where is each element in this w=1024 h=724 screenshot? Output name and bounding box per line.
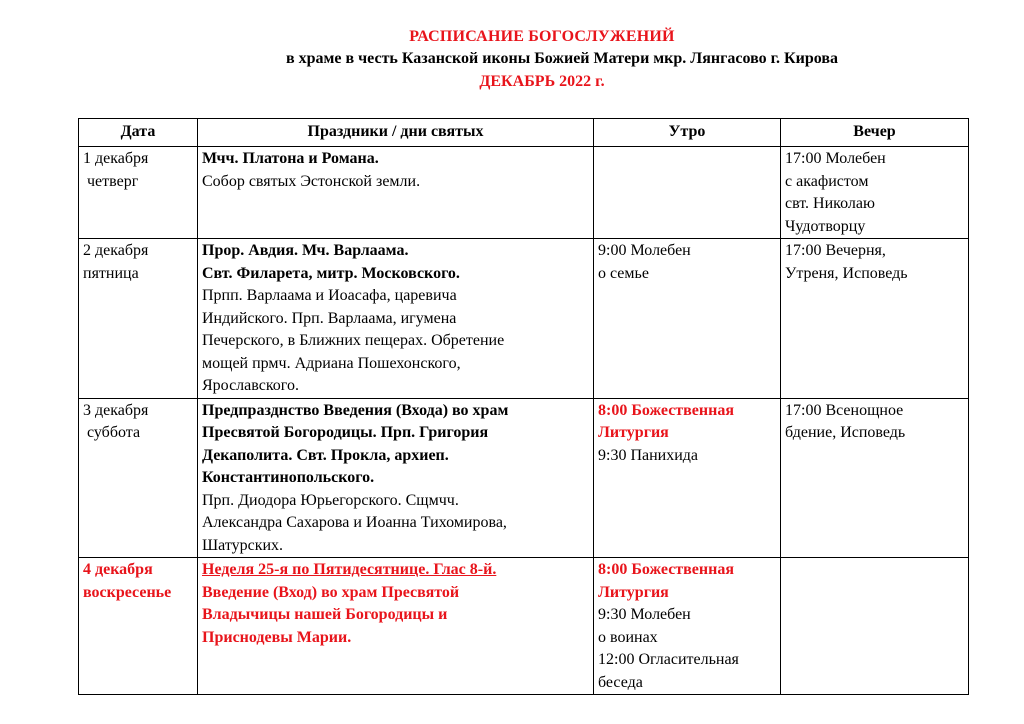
date: 3 декабря (83, 401, 149, 419)
feast-bold-line: Мчч. Платона и Романа. (202, 150, 379, 167)
feast-line: мощей прмч. Адриана Пошехонского, (202, 354, 461, 372)
evening-line: Утреня, Исповедь (785, 264, 908, 282)
feast-bold-line: Прор. Авдия. Мч. Варлаама. (202, 242, 409, 259)
feast-bold-line: Декаполита. Свт. Прокла, архиеп. (202, 446, 449, 464)
feast-line: Индийского. Прп. Варлаама, игумена (202, 309, 457, 327)
morning-cell (594, 398, 781, 558)
feast-bold-line: Предпразднство Введения (Входа) во храм (202, 401, 509, 419)
weekday: воскресенье (83, 583, 172, 601)
weekday: пятница (83, 264, 139, 282)
feast-red-line: Владычицы нашей Богородицы и (202, 606, 448, 623)
schedule-table (78, 118, 969, 695)
column-header-morning: Утро (594, 119, 781, 147)
feast-bold-line: Константинопольского. (202, 469, 375, 486)
feast-line: Печерского, в Ближних пещерах. Обретение (202, 332, 505, 349)
evening-line: Чудотворцу (785, 217, 866, 235)
morning-line: о воинах (598, 628, 658, 646)
table-row (79, 558, 969, 695)
evening-cell (781, 558, 969, 695)
evening-line: 17:00 Молебен (785, 150, 886, 167)
feast-line: Александра Сахарова и Иоанна Тихомирова, (202, 514, 507, 531)
morning-line: 9:30 Молебен (598, 606, 691, 623)
morning-line: 9:00 Молебен (598, 242, 691, 259)
date: 4 декабря (83, 561, 153, 578)
liturgy-line: Литургия (598, 583, 669, 601)
evening-line: с акафистом (785, 172, 869, 190)
feast-bold-line: Пресвятой Богородицы. Прп. Григория (202, 424, 489, 441)
feast-red-line: Приснодевы Марии. (202, 628, 352, 646)
morning-line: 9:30 Панихида (598, 446, 699, 464)
feast-line: Прпп. Варлаама и Иоасафа, царевича (202, 287, 457, 304)
feast-line: Собор святых Эстонской земли. (202, 172, 421, 190)
morning-line: беседа (598, 673, 643, 691)
date-cell (79, 398, 198, 558)
table-row (79, 147, 969, 239)
evening-cell (781, 239, 969, 399)
morning-cell (594, 239, 781, 399)
evening-cell (781, 147, 969, 239)
evening-line: 17:00 Вечерня, (785, 242, 886, 259)
date: 2 декабря (83, 242, 149, 259)
feast-red-line: Введение (Вход) во храм Пресвятой (202, 583, 460, 601)
morning-cell (594, 558, 781, 695)
date-cell (79, 558, 198, 695)
feast-cell (198, 558, 594, 695)
evening-line: бдение, Исповедь (785, 424, 906, 441)
feast-line: Шатурских. (202, 536, 284, 554)
morning-line: о семье (598, 264, 649, 282)
feast-line: Ярославского. (202, 377, 299, 394)
date-cell (79, 239, 198, 399)
document-title: РАСПИСАНИЕ БОГОСЛУЖЕНИЙ (409, 28, 675, 45)
weekday: суббота (87, 424, 141, 441)
table-header-row (79, 119, 969, 147)
weekday: четверг (87, 172, 139, 190)
evening-line: свт. Николаю (785, 195, 875, 212)
feast-cell (198, 147, 594, 239)
feast-cell (198, 239, 594, 399)
document-month: ДЕКАБРЬ 2022 г. (479, 73, 605, 90)
column-header-evening: Вечер (781, 119, 969, 147)
document-subtitle: в храме в честь Казанской иконы Божией Матери мкр. Лянгасово г. Кирова (285, 50, 839, 67)
liturgy-line: 8:00 Божественная (598, 401, 734, 419)
evening-line: 17:00 Всенощное (785, 401, 904, 419)
date: 1 декабря (83, 150, 149, 167)
column-header-feasts: Праздники / дни святых (198, 119, 594, 147)
liturgy-line: 8:00 Божественная (598, 561, 734, 578)
sunday-title: Неделя 25-я по Пятидесятнице. Глас 8-й. (202, 561, 497, 578)
column-header-date: Дата (79, 119, 198, 147)
feast-cell (198, 398, 594, 558)
feast-line: Прп. Диодора Юрьегорского. Сщмчч. (202, 491, 459, 509)
evening-cell (781, 398, 969, 558)
morning-cell (594, 147, 781, 239)
liturgy-line: Литургия (598, 424, 669, 441)
morning-line: 12:00 Огласительная (598, 651, 739, 668)
table-row (79, 239, 969, 399)
feast-bold-line: Свт. Филарета, митр. Московского. (202, 264, 460, 282)
date-cell (79, 147, 198, 239)
table-row (79, 398, 969, 558)
